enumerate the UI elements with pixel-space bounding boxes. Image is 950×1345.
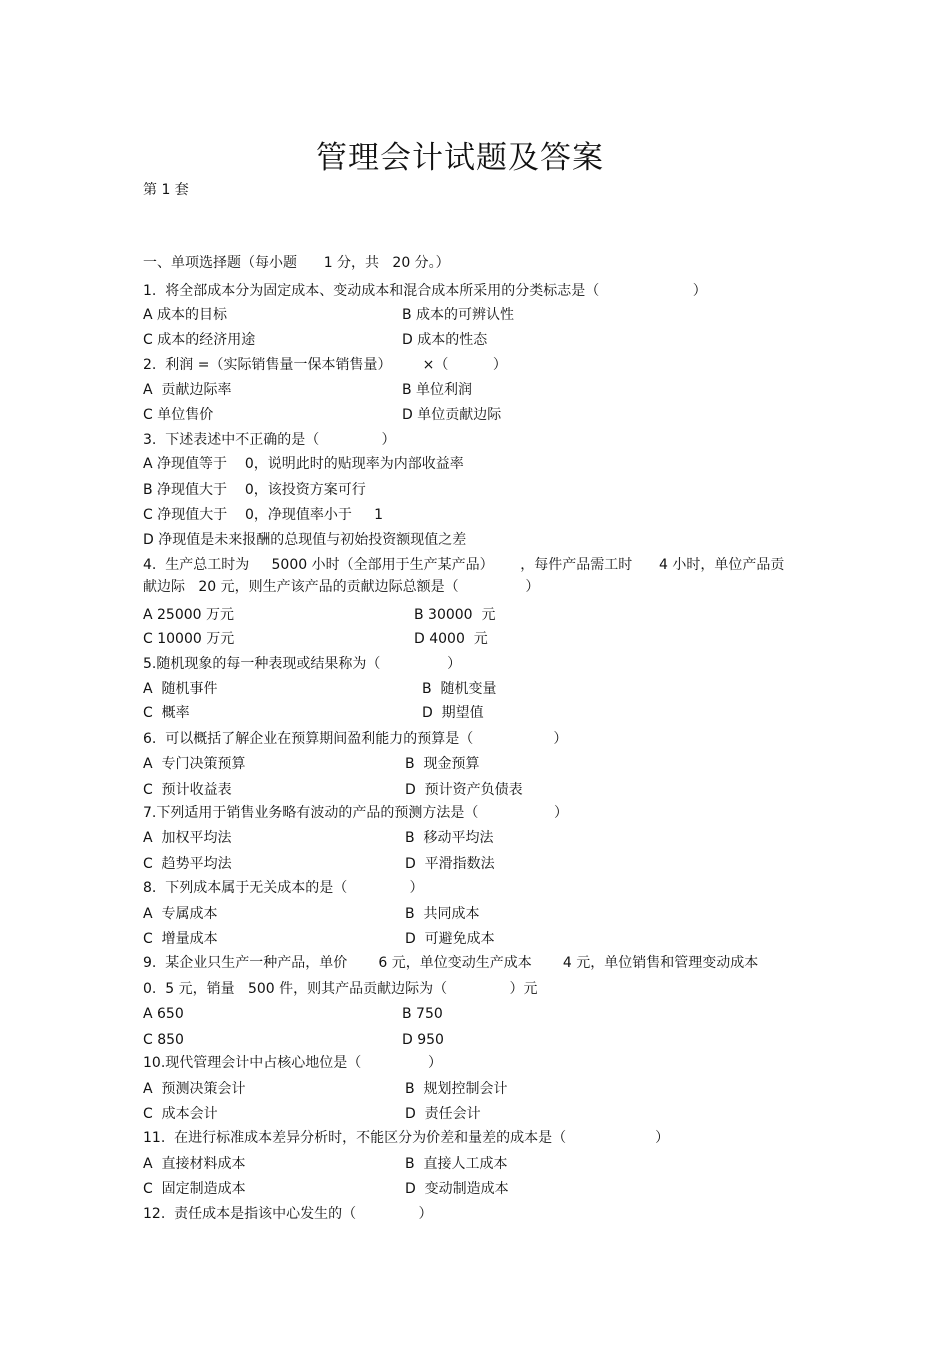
- option-d: D 单位贡献边际: [402, 407, 502, 423]
- option-b: B 直接人工成本: [405, 1156, 508, 1172]
- page-title: 管理会计试题及答案: [316, 140, 604, 176]
- question-stem: 11. 在进行标准成本差异分析时，不能区分为价差和量差的成本是（ ）: [143, 1130, 670, 1146]
- option-a: A 成本的目标: [143, 307, 228, 323]
- option-c: C 趋势平均法: [143, 856, 232, 872]
- option-b: B 共同成本: [405, 906, 480, 922]
- option-d: D 950: [402, 1032, 444, 1048]
- question-stem: 1. 将全部成本分为固定成本、变动成本和混合成本所采用的分类标志是（ ）: [143, 283, 707, 299]
- option-b: B 成本的可辨认性: [402, 307, 515, 323]
- option-d: D 责任会计: [405, 1106, 481, 1122]
- option-b: B 30000 元: [414, 607, 496, 623]
- option-a: A 随机事件: [143, 681, 218, 697]
- question-stem: 12. 责任成本是指该中心发生的（ ）: [143, 1206, 433, 1222]
- option-c: C 增量成本: [143, 931, 218, 947]
- option-a: A 专门决策预算: [143, 756, 246, 772]
- option-d: D 期望值: [422, 705, 484, 721]
- option-d: D 净现值是未来报酬的总现值与初始投资额现值之差: [143, 532, 467, 548]
- option-a: A 预测决策会计: [143, 1081, 246, 1097]
- option-a: A 650: [143, 1006, 184, 1022]
- option-c: C 成本的经济用途: [143, 332, 256, 348]
- option-d: D 变动制造成本: [405, 1181, 509, 1197]
- question-stem: 7.下列适用于销售业务略有波动的产品的预测方法是（ ）: [143, 805, 569, 821]
- question-stem: 9. 某企业只生产一种产品，单价 6 元，单位变动生产成本 4 元，单位销售和管理变动成本: [143, 955, 759, 971]
- question-stem: 6. 可以概括了解企业在预算期间盈利能力的预算是（ ）: [143, 731, 568, 747]
- set-label: 第 1 套: [143, 182, 189, 198]
- option-b: B 规划控制会计: [405, 1081, 508, 1097]
- option-a: A 直接材料成本: [143, 1156, 246, 1172]
- section-heading: 一、单项选择题（每小题 1 分，共 20 分。）: [143, 255, 450, 271]
- question-stem-continued: 0. 5 元，销量 500 件，则其产品贡献边际为（ ）元: [143, 981, 538, 997]
- option-a: A 专属成本: [143, 906, 218, 922]
- option-c: C 单位售价: [143, 407, 214, 423]
- question-stem: 10.现代管理会计中占核心地位是（ ）: [143, 1055, 443, 1071]
- question-stem: 5.随机现象的每一种表现或结果称为（ ）: [143, 656, 462, 672]
- question-stem: 8. 下列成本属于无关成本的是（ ）: [143, 880, 424, 896]
- option-a: A 贡献边际率: [143, 382, 232, 398]
- option-c: C 850: [143, 1032, 184, 1048]
- option-d: D 平滑指数法: [405, 856, 495, 872]
- option-a: A 净现值等于 0，说明此时的贴现率为内部收益率: [143, 456, 464, 472]
- option-d: D 预计资产负债表: [405, 782, 523, 798]
- option-c: C 净现值大于 0，净现值率小于 1: [143, 507, 384, 523]
- option-a: A 加权平均法: [143, 830, 232, 846]
- option-c: C 概率: [143, 705, 190, 721]
- option-b: B 单位利润: [402, 382, 473, 398]
- question-stem-continued: 献边际 20 元，则生产该产品的贡献边际总额是（ ）: [143, 579, 540, 595]
- option-a: A 25000 万元: [143, 607, 235, 623]
- option-b: B 750: [402, 1006, 443, 1022]
- question-stem: 4. 生产总工时为 5000 小时（全部用于生产某产品） ，每件产品需工时 4 小时，单位产品贡: [143, 557, 785, 573]
- option-b: B 移动平均法: [405, 830, 494, 846]
- option-c: C 成本会计: [143, 1106, 218, 1122]
- option-b: B 随机变量: [422, 681, 497, 697]
- option-c: C 10000 万元: [143, 631, 235, 647]
- option-c: C 预计收益表: [143, 782, 232, 798]
- option-d: D 成本的性态: [402, 332, 488, 348]
- question-stem: 2. 利润 =（实际销售量一保本销售量） ×（ ）: [143, 357, 507, 373]
- option-b: B 现金预算: [405, 756, 480, 772]
- option-d: D 4000 元: [414, 631, 488, 647]
- question-stem: 3. 下述表述中不正确的是（ ）: [143, 432, 396, 448]
- option-c: C 固定制造成本: [143, 1181, 246, 1197]
- option-d: D 可避免成本: [405, 931, 495, 947]
- option-b: B 净现值大于 0，该投资方案可行: [143, 482, 366, 498]
